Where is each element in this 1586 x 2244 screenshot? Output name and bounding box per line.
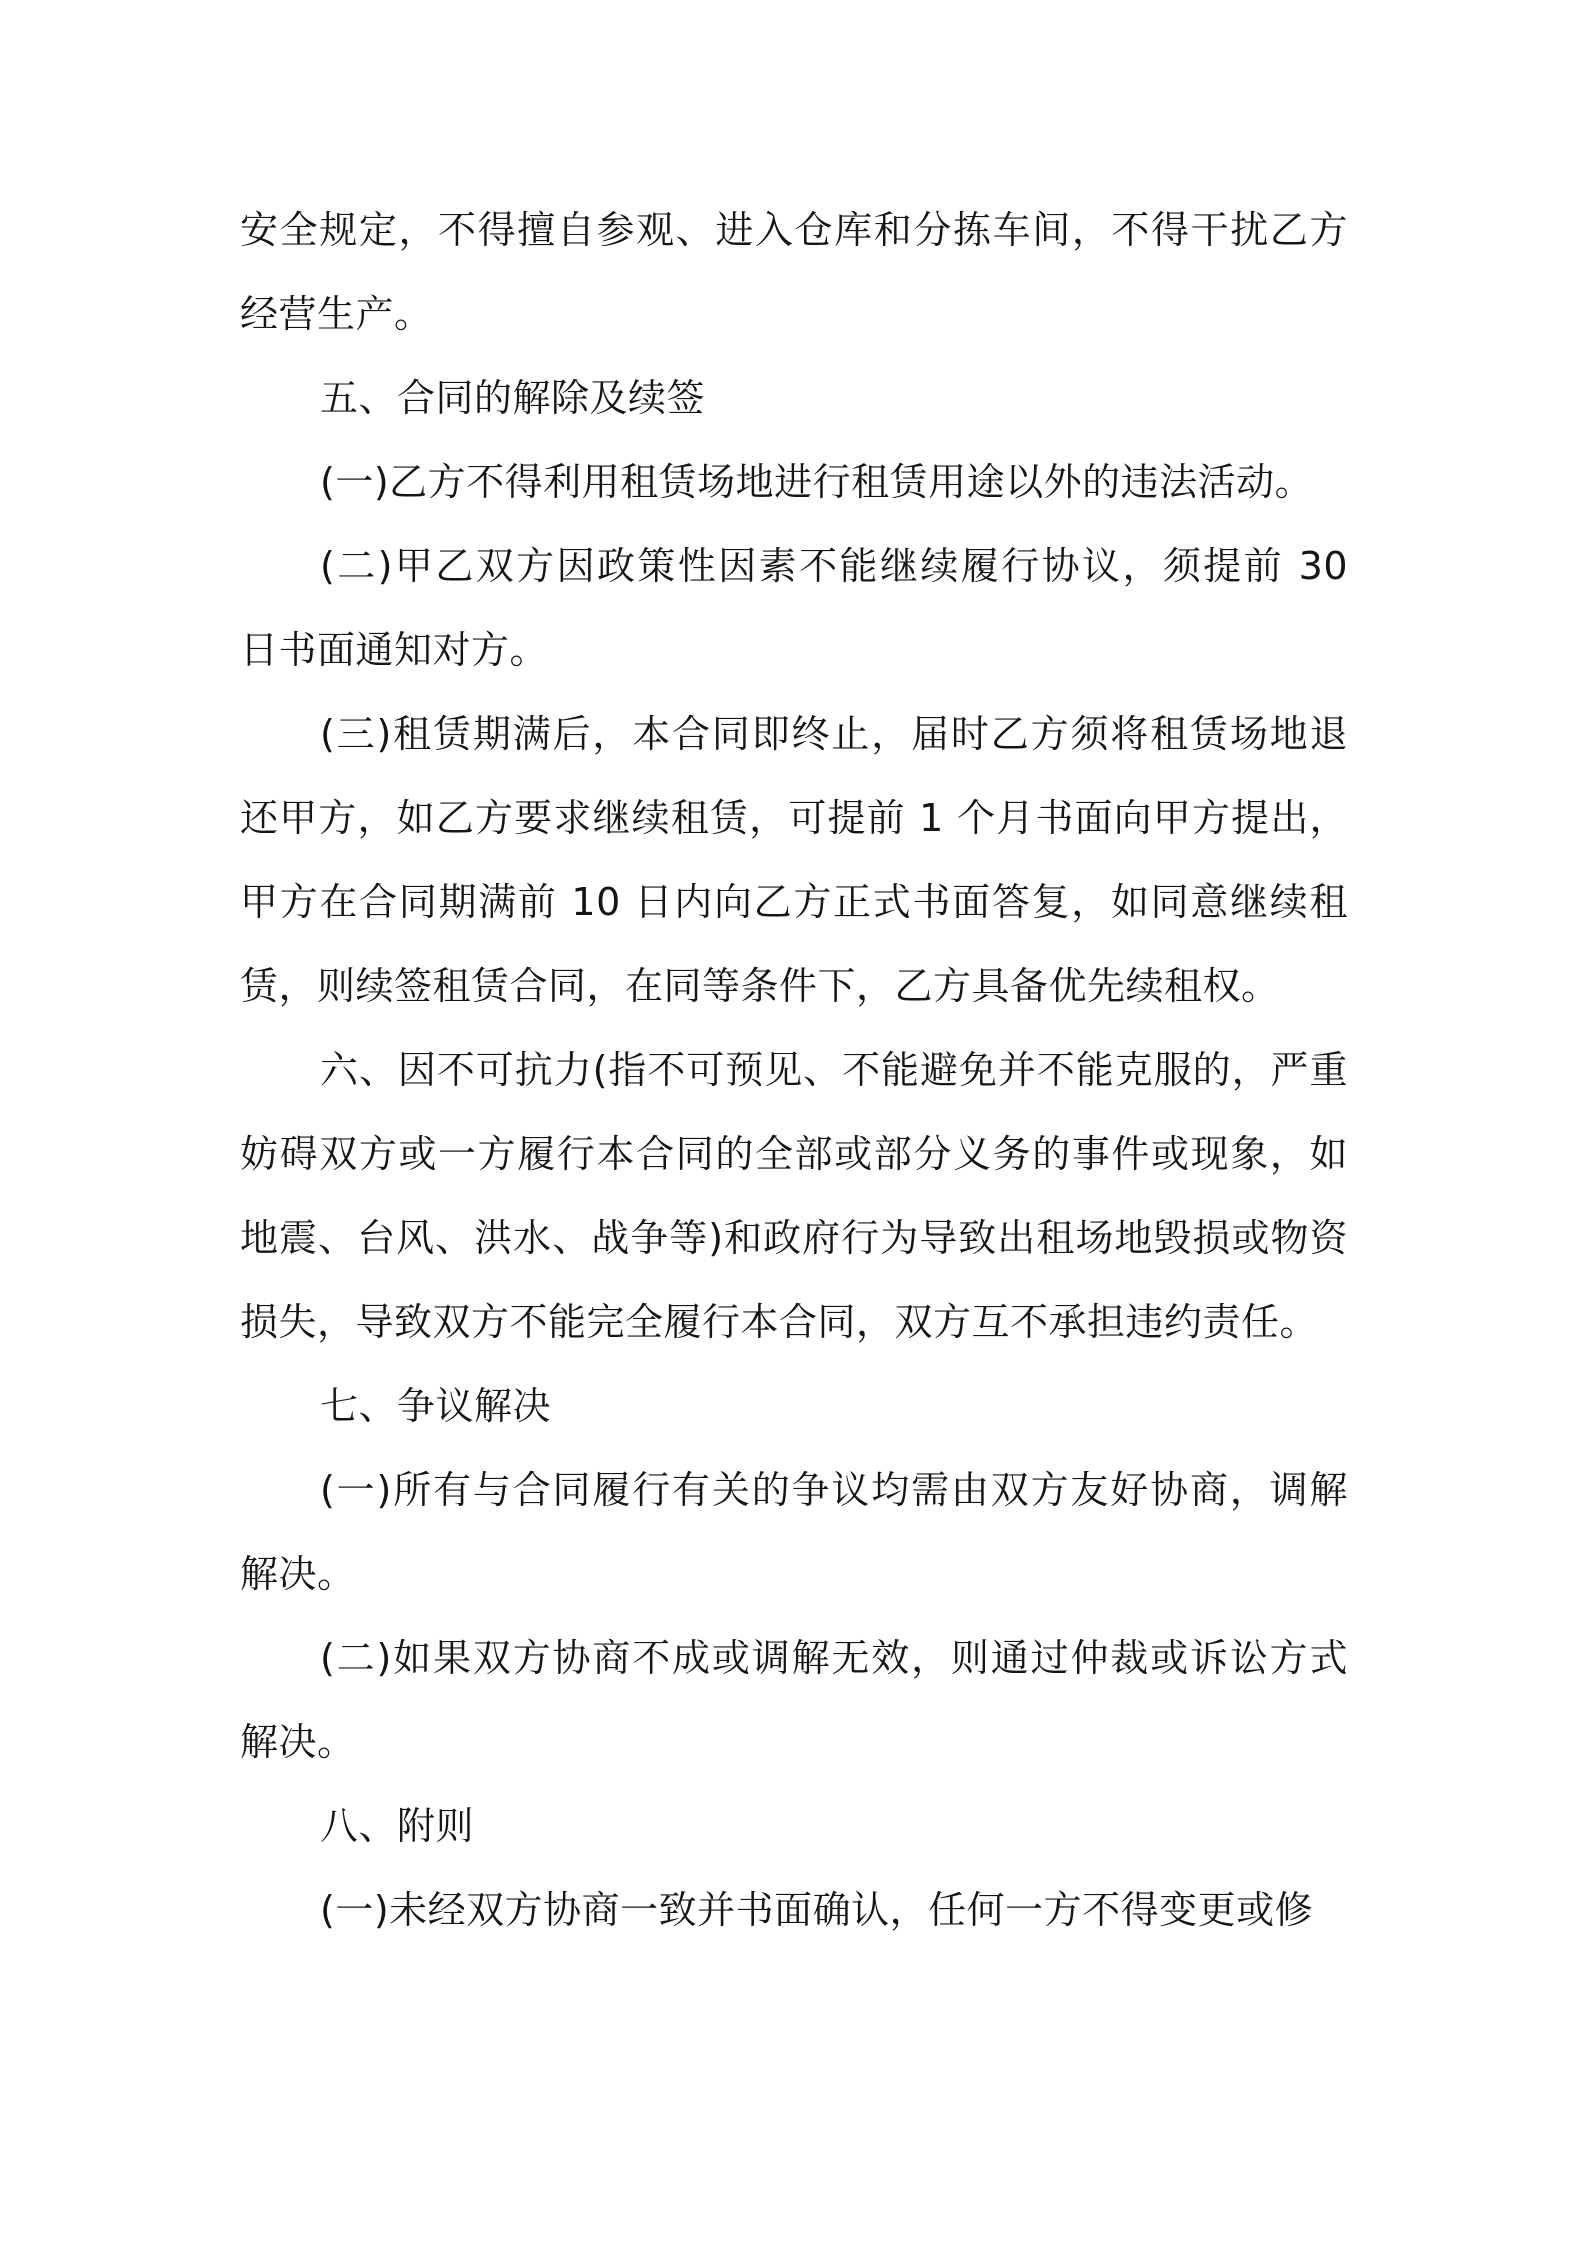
paragraph-continuation: 安全规定，不得擅自参观、进入仓库和分拣车间，不得干扰乙方经营生产。: [240, 208, 1348, 336]
paragraph-7-2: (二)如果双方协商不成或调解无效，则通过仲裁或诉讼方式解决。: [240, 1636, 1348, 1764]
paragraph-5-1: (一)乙方不得利用租赁场地进行租赁用途以外的违法活动。: [320, 460, 1314, 504]
paragraph-8-1: (一)未经双方协商一致并书面确认，任何一方不得变更或修: [320, 1888, 1314, 1932]
section-heading-7: 七、争议解决: [320, 1384, 552, 1428]
paragraph-7-1: (一)所有与合同履行有关的争议均需由双方友好协商，调解解决。: [240, 1468, 1348, 1596]
section-heading-5: 五、合同的解除及续签: [320, 376, 706, 420]
paragraph-5-2: (二)甲乙双方因政策性因素不能继续履行协议，须提前 30 日书面通知对方。: [240, 544, 1348, 672]
section-heading-8: 八、附则: [320, 1804, 475, 1848]
document-body: [240, 188, 1348, 1952]
paragraph-5-3: (三)租赁期满后，本合同即终止，届时乙方须将租赁场地退还甲方，如乙方要求继续租赁，可提前 1 个月书面向甲方提出，甲方在合同期满前 10 日内向乙方正式书面答复，如同意继续租赁，则续签租赁合同，在同等条件下，乙方具备优先续租权。: [240, 712, 1348, 1008]
section-6-force-majeure: 六、因不可抗力(指不可预见、不能避免并不能克服的，严重妨碍双方或一方履行本合同的全部或部分义务的事件或现象，如地震、台风、洪水、战争等)和政府行为导致出租场地毁损或物资损失，导致双方不能完全履行本合同，双方互不承担违约责任。: [240, 1048, 1348, 1344]
